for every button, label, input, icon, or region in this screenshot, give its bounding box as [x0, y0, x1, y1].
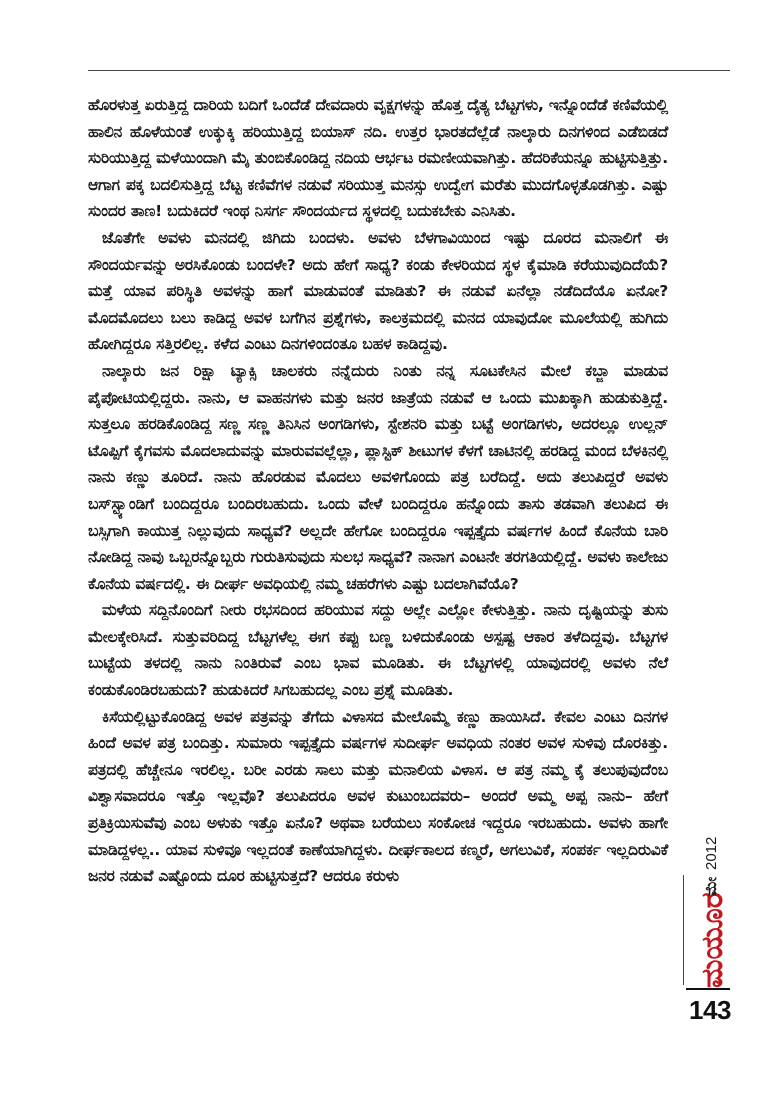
page-number: 143: [689, 995, 731, 1025]
side-rule: [683, 875, 684, 985]
page-number-rule: [686, 988, 730, 990]
paragraph: ಜೊತೆಗೇ ಅವಳು ಮನದಲ್ಲಿ ಜಿಗಿದು ಬಂದಳು. ಅವಳು ಬೆಳಗಾವಿಯಿಂದ ಇಷ್ಟು ದೂರದ ಮನಾಲಿಗೆ ಈ ಸೌಂದರ್ಯವನ್ನು ಅರಸಿಕೊಂಡು ಬಂದಳೇ? ಅದು ಹೇಗೆ ಸಾಧ್ಯ? ಕಂಡು ಕೇಳರಿಯದ ಸ್ಥಳ ಕೈಮಾಡಿ ಕರೆಯುವುದಿದೆಯೆ? ಮತ್ತೆ ಯಾವ ಪರಿಸ್ಥಿತಿ ಅವಳನ್ನು ಹಾಗೆ ಮಾಡುವಂತೆ ಮಾಡಿತು? ಈ ನಡುವೆ ಏನೆಲ್ಲಾ ನಡೆದಿದೆಯೊ ಏನೋ? ಮೊದಮೊದಲು ಬಲು ಕಾಡಿದ್ದ ಅವಳ ಬಗೆಗಿನ ಪ್ರಶ್ನೆಗಳು, ಕಾಲಕ್ರಮದಲ್ಲಿ ಮನದ ಯಾವುದೋ ಮೂಲೆಯಲ್ಲಿ ಹುಗಿದು ಹೋಗಿದ್ದರೂ ಸತ್ತಿರಲಿಲ್ಲ. ಕಳೆದ ಎಂಟು ದಿನಗಳಿಂದಂತೂ ಬಹಳ ಕಾಡಿದ್ದವು.: [88, 228, 668, 354]
top-rule: [88, 70, 730, 71]
masthead-svg: [690, 822, 730, 988]
paragraph: ಕಿಸೆಯಲ್ಲಿಟ್ಟುಕೊಂಡಿದ್ದ ಅವಳ ಪತ್ರವನ್ನು ತೆಗೆದು ವಿಳಾಸದ ಮೇಲೊಮ್ಮೆ ಕಣ್ಣು ಹಾಯಿಸಿದೆ. ಕೇವಲ ಎಂಟು ದಿನಗಳ ಹಿಂದೆ ಅವಳ ಪತ್ರ ಬಂದಿತ್ತು. ಸುಮಾರು ಇಪ್ಪತ್ತೈದು ವರ್ಷಗಳ ಸುದೀರ್ಘ ಅವಧಿಯ ನಂತರ ಅವಳ ಸುಳಿವು ದೊರಕಿತ್ತು. ಪತ್ರದಲ್ಲಿ ಹೆಚ್ಚೇನೂ ಇರಲಿಲ್ಲ. ಬರೀ ಎರಡು ಸಾಲು ಮತ್ತು ಮನಾಲಿಯ ವಿಳಾಸ. ಆ ಪತ್ರ ನಮ್ಮ ಕೈ ತಲುಪುವುದೆಂಬ ವಿಶ್ವಾಸವಾದರೂ ಇತ್ತೊ ಇಲ್ಲವೊ? ತಲುಪಿದರೂ ಅವಳ ಕುಟುಂಬದವರು– ಅಂದರೆ ಅಮ್ಮ ಅಪ್ಪ ನಾನು– ಹೇಗೆ ಪ್ರತಿಕ್ರಿಯಿಸುವೆವು ಎಂಬ ಅಳುಕು ಇತ್ತೊ ಏನೊ? ಅಥವಾ ಬರೆಯಲು ಸಂಕೋಚ ಇದ್ದರೂ ಇರಬಹುದು. ಅವಳು ಹಾಗೇ ಮಾಡಿದ್ದಳಲ್ಲ.. ಯಾವ ಸುಳಿವೂ ಇಲ್ಲದಂತೆ ಕಾಣೆಯಾಗಿದ್ದಳು. ದೀರ್ಘಕಾಲದ ಕಣ್ಮರೆ, ಅಗಲುವಿಕೆ, ಸಂಪರ್ಕ ಇಲ್ಲದಿರುವಿಕೆ ಜನರ ನಡುವೆ ಎಷ್ಟೊಂದು ದೂರ ಹುಟ್ಟಿಸುತ್ತದೆ? ಆದರೂ ಕರುಳು: [88, 707, 668, 886]
magazine-masthead: [690, 822, 730, 988]
article-body: [88, 92, 668, 890]
paragraph: ನಾಲ್ಕಾರು ಜನ ರಿಕ್ಷಾ ಟ್ಯಾಕ್ಸಿ ಚಾಲಕರು ನನ್ನೆದುರು ನಿಂತು ನನ್ನ ಸೂಟಕೇಸಿನ ಮೇಲೆ ಕಬ್ಜಾ ಮಾಡುವ ಪೈಪೋಟಿಯಲ್ಲಿದ್ದರು. ನಾನು, ಆ ವಾಹನಗಳು ಮತ್ತು ಜನರ ಜಾತ್ರೆಯ ನಡುವೆ ಆ ಒಂದು ಮುಖಕ್ಕಾಗಿ ಹುಡುಕುತ್ತಿದ್ದೆ. ಸುತ್ತಲೂ ಹರಡಿಕೊಂಡಿದ್ದ ಸಣ್ಣ ಸಣ್ಣ ತಿನಿಸಿನ ಅಂಗಡಿಗಳು, ಸ್ಟೇಶನರಿ ಮತ್ತು ಬಟ್ಟೆ ಅಂಗಡಿಗಳು, ಅದರಲ್ಲೂ ಉಲ್ಲನ್ ಟೊಪ್ಪಿಗೆ ಕೈಗವಸು ಮೊದಲಾದುವನ್ನು ಮಾರುವವಲ್ಲೆಲ್ಲಾ, ಪ್ಲಾಸ್ಟಿಕ್ ಶೀಟುಗಳ ಕೆಳಗೆ ಚಾಟಿನಲ್ಲಿ ಹರಡಿದ್ದ ಮಂದ ಬೆಳಕಿನಲ್ಲಿ ನಾನು ಕಣ್ಣು ತೂರಿದೆ. ನಾನು ಹೊರಡುವ ಮೊದಲು ಅವಳಿಗೊಂದು ಪತ್ರ ಬರೆದಿದ್ದೆ. ಅದು ತಲುಪಿದ್ದರೆ ಅವಳು ಬಸ್‌ಸ್ಟ್ಯಾಂಡಿಗೆ ಬಂದಿದ್ದರೂ ಬಂದಿರಬಹುದು. ಒಂದು ವೇಳೆ ಬಂದಿದ್ದರೂ ಹನ್ನೊಂದು ತಾಸು ತಡವಾಗಿ ತಲುಪಿದ ಈ ಬಸ್ಸಿಗಾಗಿ ಕಾಯುತ್ತ ನಿಲ್ಲುವುದು ಸಾಧ್ಯವೆ? ಅಲ್ಲದೇ ಹೇಗೋ ಬಂದಿದ್ದರೂ ಇಪ್ಪತ್ತೈದು ವರ್ಷಗಳ ಹಿಂದೆ ಕೊನೆಯ ಬಾರಿ ನೋಡಿದ್ದ ನಾವು ಒಬ್ಬರನ್ನೊಬ್ಬರು ಗುರುತಿಸುವುದು ಸುಲಭ ಸಾಧ್ಯವೆ? ನಾನಾಗ ಎಂಟನೇ ತರಗತಿಯಲ್ಲಿದ್ದೆ. ಅವಳು ಕಾಲೇಜು ಕೊನೆಯ ವರ್ಷದಲ್ಲಿ. ಈ ದೀರ್ಘ ಅವಧಿಯಲ್ಲಿ ನಮ್ಮ ಚಹರೆಗಳು ಎಷ್ಟು ಬದಲಾಗಿವೆಯೊ?: [88, 361, 668, 593]
issue-month: ಮೇ: [702, 876, 720, 896]
issue-year: 2012: [703, 836, 720, 870]
paragraph: ಮಳೆಯ ಸದ್ದಿನೊಂದಿಗೆ ನೀರು ರಭಸದಿಂದ ಹರಿಯುವ ಸದ್ದು ಅಲ್ಲೇ ಎಲ್ಲೋ ಕೇಳುತ್ತಿತ್ತು. ನಾನು ದೃಷ್ಟಿಯನ್ನು ತುಸು ಮೇಲಕ್ಕೇರಿಸಿದೆ. ಸುತ್ತುವರಿದಿದ್ದ ಬೆಟ್ಟಗಳೆಲ್ಲ ಈಗ ಕಪ್ಪು ಬಣ್ಣ ಬಳಿದುಕೊಂಡು ಅಸ್ಪಷ್ಟ ಆಕಾರ ತಳೆದಿದ್ದವು. ಬೆಟ್ಟಗಳ ಬುಟ್ಟೆಯ ತಳದಲ್ಲಿ ನಾನು ನಿಂತಿರುವೆ ಎಂಬ ಭಾವ ಮೂಡಿತು. ಈ ಬೆಟ್ಟಗಳಲ್ಲಿ ಯಾವುದರಲ್ಲಿ ಅವಳು ನೆಲೆ ಕಂಡುಕೊಂಡಿರಬಹುದು? ಹುಡುಕಿದರೆ ಸಿಗಬಹುದಲ್ಲ ಎಂಬ ಪ್ರಶ್ನೆ ಮೂಡಿತು.: [88, 601, 668, 700]
magazine-logo: ಮಯೂರ: [695, 892, 730, 988]
paragraph: ಹೊರಳುತ್ತ ಏರುತ್ತಿದ್ದ ದಾರಿಯ ಬದಿಗೆ ಒಂದೆಡೆ ದೇವದಾರು ವೃಕ್ಷಗಳನ್ನು ಹೊತ್ತ ದೈತ್ಯ ಬೆಟ್ಟಗಳು, ಇನ್ನೊಂದೆಡೆ ಕಣಿವೆಯಲ್ಲಿ ಹಾಲಿನ ಹೊಳೆಯಂತೆ ಉಕ್ಕುಕ್ಕಿ ಹರಿಯುತ್ತಿದ್ದ ಬಿಯಾಸ್ ನದಿ. ಉತ್ತರ ಭಾರತದೆಲ್ಲೆಡೆ ನಾಲ್ಕಾರು ದಿನಗಳಿಂದ ಎಡೆಬಿಡದೆ ಸುರಿಯುತ್ತಿದ್ದ ಮಳೆಯಿಂದಾಗಿ ಮೈ ತುಂಬಿಕೊಂಡಿದ್ದ ನದಿಯ ಆರ್ಭಟ ರಮಣೀಯವಾಗಿತ್ತು. ಹೆದರಿಕೆಯನ್ನೂ ಹುಟ್ಟಿಸುತ್ತಿತ್ತು. ಆಗಾಗ ಪಕ್ಕ ಬದಲಿಸುತ್ತಿದ್ದ ಬೆಟ್ಟ ಕಣಿವೆಗಳ ನಡುವೆ ಸರಿಯುತ್ತ ಮನಸ್ಸು ಉದ್ವೇಗ ಮರೆತು ಮುದಗೊಳ್ಳತೊಡಗಿತ್ತು. ಎಷ್ಟು ಸುಂದರ ತಾಣ! ಬದುಕಿದರೆ ಇಂಥ ನಿಸರ್ಗ ಸೌಂದರ್ಯದ ಸ್ಥಳದಲ್ಲಿ ಬದುಕಬೇಕು ಎನಿಸಿತು.: [88, 96, 668, 221]
